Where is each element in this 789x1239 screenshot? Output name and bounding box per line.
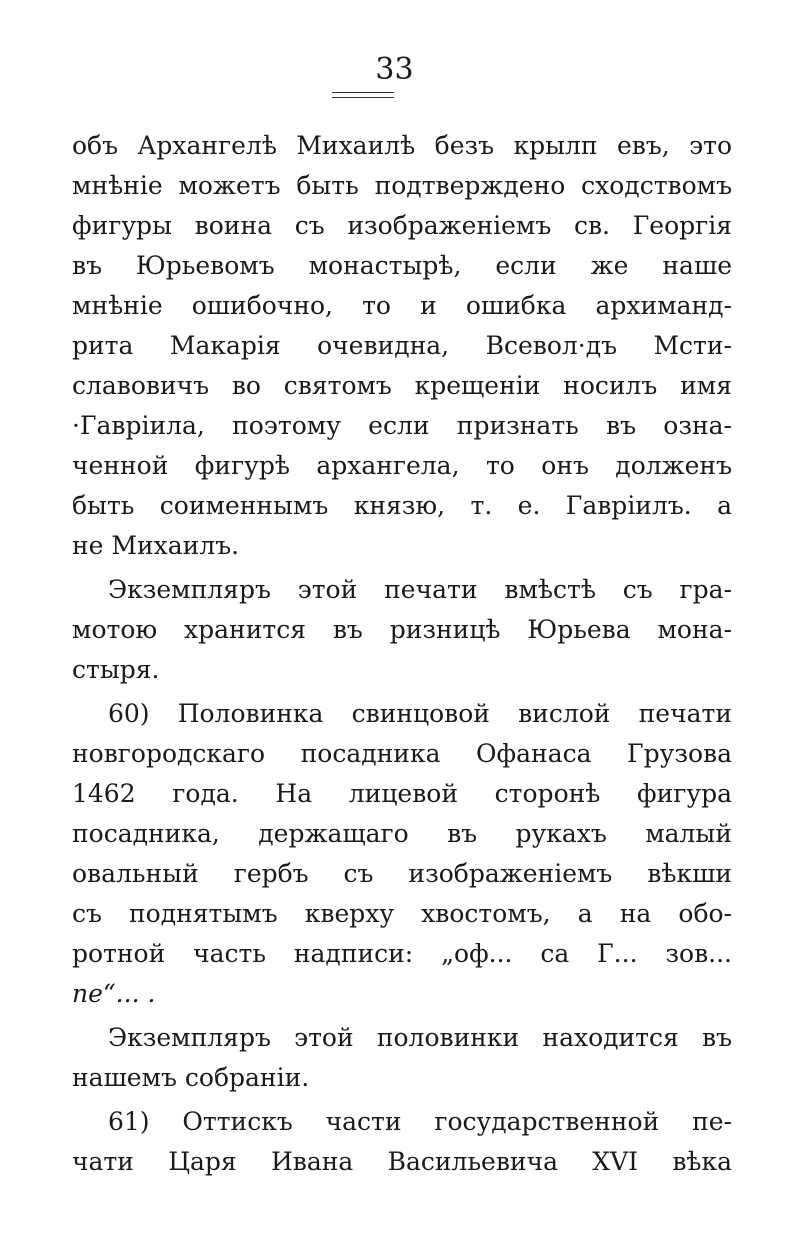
text-line: пе“... . xyxy=(72,979,156,1008)
text-line: чати Царя Ивана Васильевича XVI вѣка xyxy=(72,1147,732,1176)
text-line: 60) Половинка свинцовой вислой печати xyxy=(108,699,732,728)
text-line: ротной часть надписи: „оф... са Г... зов... xyxy=(72,939,732,968)
paragraph-item-60 xyxy=(72,694,732,1014)
paragraph-item-61 xyxy=(72,1102,732,1182)
text-line: рита Макарія очевидна, Всевол·дъ Мсти- xyxy=(72,331,732,360)
text-line: Экземпляръ этой половинки находится въ xyxy=(108,1023,732,1052)
text-line: объ Архангелѣ Михаилѣ безъ крылп евъ, это xyxy=(72,131,732,160)
text-line: стыря. xyxy=(72,655,160,684)
text-line: фигуры воина съ изображеніемъ св. Георгія xyxy=(72,211,732,240)
paragraph-half-seal-copy xyxy=(72,1018,732,1098)
paragraph-seal-copy xyxy=(72,570,732,690)
paragraph-archangel xyxy=(72,126,732,566)
text-line: посадника, держащаго въ рукахъ малый xyxy=(72,819,732,848)
page-number: 33 xyxy=(375,52,414,87)
header-rule-upper xyxy=(332,92,394,93)
text-line: нашемъ собраніи. xyxy=(72,1063,310,1092)
text-line: ·Гавріила, поэтому если признать въ озна- xyxy=(72,411,732,440)
text-line: мнѣніе ошибочно, то и ошибка архиманд- xyxy=(72,291,732,320)
text-line: ченной фигурѣ архангела, то онъ долженъ xyxy=(72,451,732,480)
text-line: славовичъ во святомъ крещеніи носилъ имя xyxy=(72,371,732,400)
header-rule-lower xyxy=(332,97,394,98)
text-line: овальный гербъ съ изображеніемъ вѣкши xyxy=(72,859,732,888)
text-line: 1462 года. На лицевой сторонѣ фигура xyxy=(72,779,732,808)
text-line: съ поднятымъ кверху хвостомъ, а на обо- xyxy=(72,899,732,928)
text-line: быть соименнымъ князю, т. е. Гавріилъ. а xyxy=(72,491,732,520)
text-line: въ Юрьевомъ монастырѣ, если же наше xyxy=(72,251,732,280)
text-line: Экземпляръ этой печати вмѣстѣ съ гра- xyxy=(108,575,732,604)
text-line: 61) Оттискъ части государственной пе- xyxy=(108,1107,732,1136)
body-text xyxy=(72,126,732,1182)
text-line: не Михаилъ. xyxy=(72,531,240,560)
text-line: мотою хранится въ ризницѣ Юрьева мона- xyxy=(72,615,732,644)
text-line: мнѣніе можетъ быть подтверждено сходствомъ xyxy=(72,171,732,200)
text-line: новгородскаго посадника Офанаса Грузова xyxy=(72,739,732,768)
